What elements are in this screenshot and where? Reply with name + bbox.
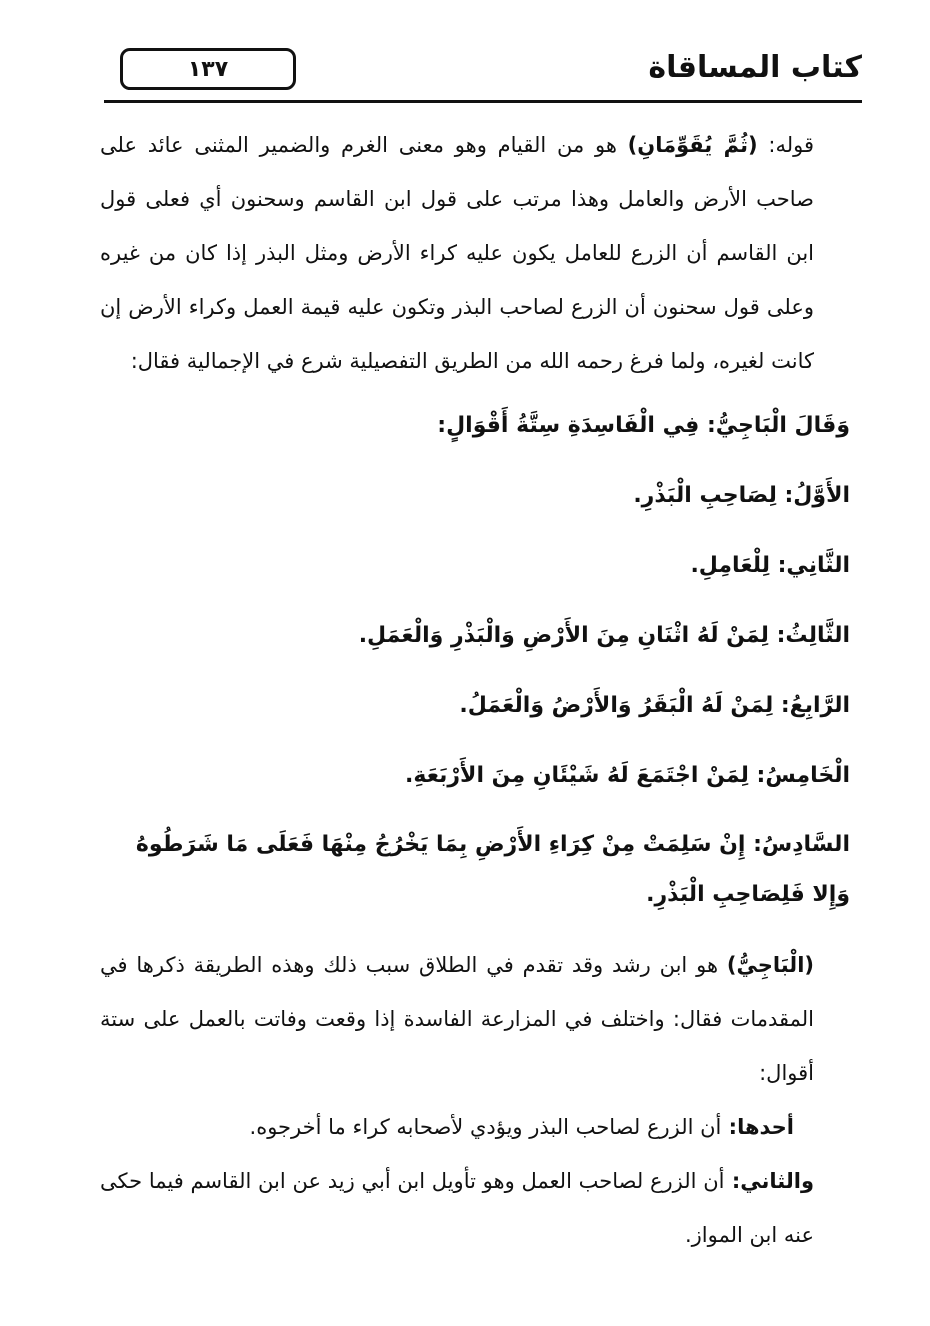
matn-item-fifth: الْخَامِسُ: لِمَنْ اجْتَمَعَ لَهُ شَيْئَانِ مِنَ الأَرْبَعَةِ. [405,763,850,788]
header-rule [104,100,862,103]
matn-item-sixth: السَّادِسُ: إِنْ سَلِمَتْ مِنْ كِرَاءِ الأَرْضِ بِمَا يَخْرُجُ مِنْهَا فَعَلَى مَا شَرَطُوهُ وَإِلا فَلِصَاحِبِ الْبَذْرِ. [135,832,850,907]
running-title: كتاب المساقاة [648,50,862,85]
matn-item-second: الثَّانِي: لِلْعَامِلِ. [690,553,850,578]
commentary-paragraph [100,938,850,1100]
intro-quoted-term: (ثُمَّ يُقَوِّمَانِ) [627,133,758,157]
second-opinion-text: أن الزرع لصاحب العمل وهو تأويل ابن أبي زيد عن ابن القاسم فيما حكى عنه ابن المواز. [100,1169,814,1247]
matn-heading: وَقَالَ الْبَاجِيُّ: فِي الْفَاسِدَةِ سِتَّةُ أَقْوَالٍ: [437,413,850,438]
page-content [100,118,850,1262]
intro-text: هو من القيام وهو معنى الغرم والضمير المثنى عائد على صاحب الأرض والعامل وهذا مرتب على قول ابن القاسم وسحنون أي فعلى قول ابن القاسم أن الزرع للعامل يكون عليه كراء الأرض ومثل البذر إذا كان من غيره وعلى قول سحنون أن الزرع لصاحب البذر وتكون عليه قيمة العمل وكراء الأرض إن كانت لغيره، ولما فرغ رحمه الله من الطريق التفصيلية شرع في الإجمالية فقال: [100,133,814,373]
commentary-text: هو ابن رشد وقد تقدم في الطلاق سبب ذلك وهذه الطريقة ذكرها في المقدمات فقال: واختلف في المزارعة الفاسدة إذا وقعت وفاتت بالعمل على ستة أقوال: [100,953,814,1085]
commentary-first-opinion [100,1100,850,1154]
page-header [100,44,862,100]
matn-item-first: الأَوَّلُ: لِصَاحِبِ الْبَذْرِ. [633,483,850,508]
first-opinion-text: أن الزرع لصاحب البذر ويؤدي لأصحابه كراء ما أخرجوه. [249,1115,722,1139]
commentary-quoted-term: (الْبَاجِيُّ) [726,953,814,977]
intro-paragraph [100,118,850,388]
matn-list [100,400,850,920]
second-opinion-label: والثاني: [724,1169,815,1193]
matn-item-third: الثَّالِثُ: لِمَنْ لَهُ اثْنَانِ مِنَ الأَرْضِ وَالْبَذْرِ وَالْعَمَلِ. [358,623,850,648]
commentary-second-opinion [100,1154,850,1262]
first-opinion-label: أحدها: [721,1115,794,1139]
matn-item-fourth: الرَّابِعُ: لِمَنْ لَهُ الْبَقَرُ وَالأَرْضُ وَالْعَمَلُ. [459,693,850,718]
intro-lead: قوله: [757,133,814,157]
page-number: ١٣٧ [120,48,296,90]
